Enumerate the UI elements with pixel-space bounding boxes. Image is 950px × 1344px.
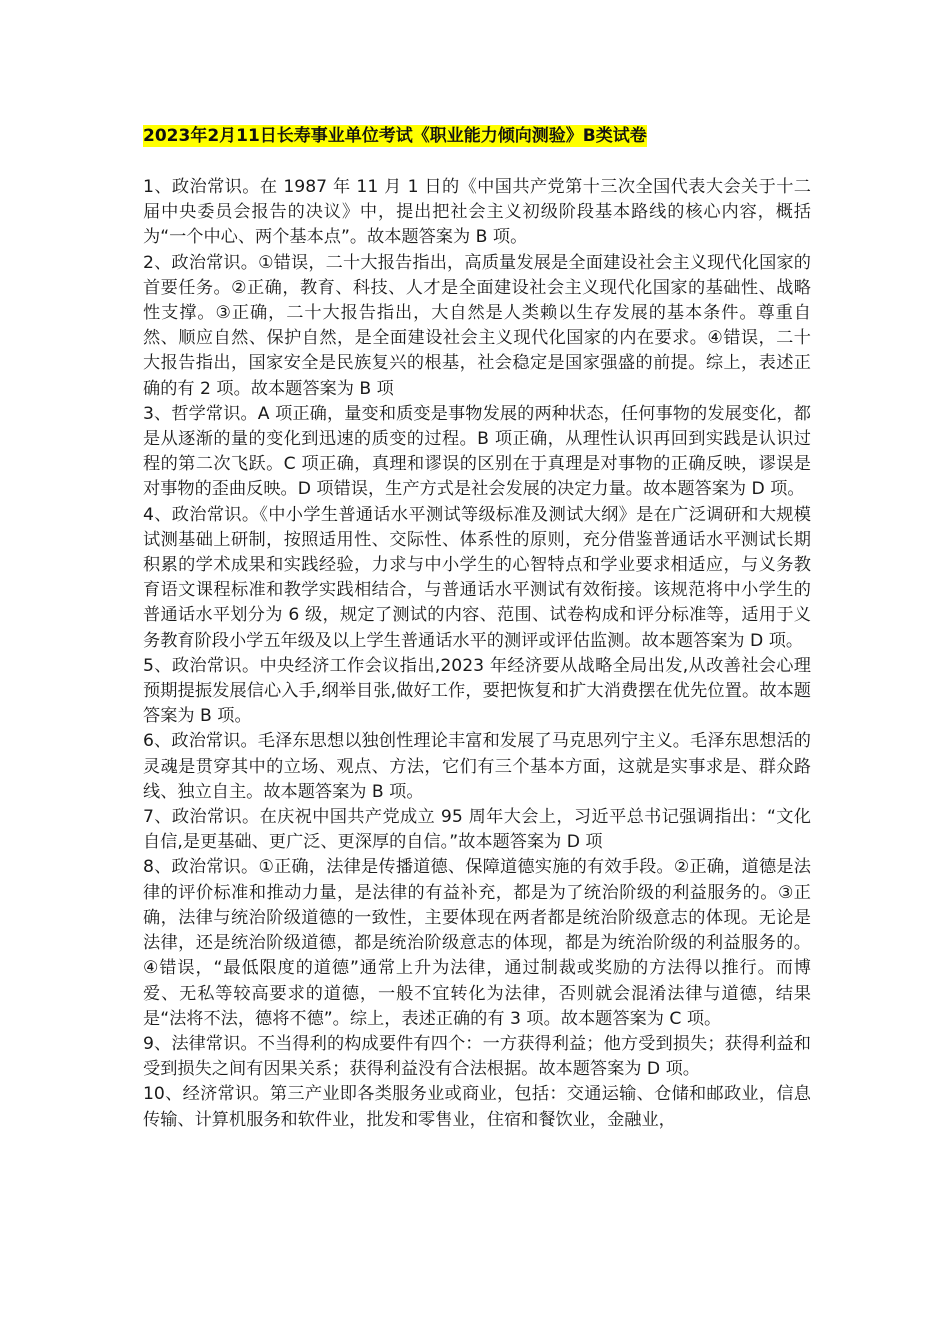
explanation-paragraph-6: 6、政治常识。毛泽东思想以独创性理论丰富和发展了马克思列宁主义。毛泽东思想活的灵魂是贯穿其中的立场、观点、方法，它们有三个基本方面，这就是实事求是、群众路线、独立自主。故本题答案为 B 项。 [143, 731, 811, 802]
explanation-paragraph-2: 2、政治常识。①错误，二十大报告指出，高质量发展是全面建设社会主义现代化国家的首要任务。②正确，教育、科技、人才是全面建设社会主义现代化国家的基础性、战略性支撑。③正确，二十大报告指出，大自然是人类赖以生存发展的基本条件。尊重自然、顺应自然、保护自然，是全面建设社会主义现代化国家的内在要求。④错误，二十大报告指出，国家安全是民族复兴的根基，社会稳定是国家强盛的前提。综上，表述正确的有 2 项。故本题答案为 B 项 [143, 252, 811, 399]
answer-explanations [143, 175, 811, 1133]
explanation-paragraph-10: 10、经济常识。第三产业即各类服务业或商业，包括：交通运输、仓储和邮政业，信息传输、计算机服务和软件业，批发和零售业，住宿和餐饮业，金融业， [143, 1084, 811, 1130]
explanation-paragraph-9: 9、法律常识。不当得利的构成要件有四个：一方获得利益；他方受到损失；获得利益和受到损失之间有因果关系；获得利益没有合法根据。故本题答案为 D 项。 [143, 1033, 811, 1080]
explanation-paragraph-7: 7、政治常识。在庆祝中国共产党成立 95 周年大会上，习近平总书记强调指出：“文化自信,是更基础、更广泛、更深厚的自信。”故本题答案为 D 项 [143, 807, 811, 853]
explanation-paragraph-3: 3、哲学常识。A 项正确，量变和质变是事物发展的两种状态，任何事物的发展变化，都是从逐渐的量的变化到迅速的质变的过程。B 项正确，从理性认识再回到实践是认识过程的第二次飞跃。C 项正确，真理和谬误的区别在于真理是对事物的正确反映，谬误是对事物的歪曲反映。D 项错误，生产方式是社会发展的决定力量。故本题答案为 D 项。 [143, 403, 811, 500]
explanation-paragraph-8: 8、政治常识。①正确，法律是传播道德、保障道德实施的有效手段。②正确，道德是法律的评价标准和推动力量，是法律的有益补充，都是为了统治阶级的利益服务的。③正确，法律与统治阶级道德的一致性，主要体现在两者都是统治阶级意志的体现。无论是法律，还是统治阶级道德，都是统治阶级意志的体现，都是为统治阶级的利益服务的。④错误，“最低限度的道德”通常上升为法律，通过制裁或奖励的方法得以推行。而博爱、无私等较高要求的道德，一般不宜转化为法律，否则就会混淆法律与道德，结果是“法将不法，德将不德”。综上，表述正确的有 3 项。故本题答案为 C 项。 [143, 857, 811, 1029]
explanation-paragraph-1: 1、政治常识。在 1987 年 11 月 1 日的《中国共产党第十三次全国代表大会关于十二届中央委员会报告的决议》中，提出把社会主义初级阶段基本路线的核心内容，概括为“一个中心、两个基本点”。故本题答案为 B 项。 [143, 177, 811, 248]
explanation-paragraph-5: 5、政治常识。中央经济工作会议指出,2023 年经济要从战略全局出发,从改善社会心理预期提振发展信心入手,纲举目张,做好工作，要把恢复和扩大消费摆在优先位置。故本题答案为 B 项。 [143, 655, 811, 727]
document-title: 2023年2月11日长寿事业单位考试《职业能力倾向测验》B类试卷 [143, 126, 647, 146]
title-block [143, 122, 823, 150]
explanation-paragraph-4: 4、政治常识。《中小学生普通话水平测试等级标准及测试大纲》是在广泛调研和大规模试测基础上研制，按照适用性、交际性、体系性的原则，充分借鉴普通话水平测试长期积累的学术成果和实践经验，力求与中小学生的心智特点和学业要求相适应，与义务教育语文课程标准和教学实践相结合，与普通话水平测试有效衔接。该规范将中小学生的普通话水平划分为 6 级，规定了测试的内容、范围、试卷构成和评分标准等，适用于义务教育阶段小学五年级及以上学生普通话水平的测评或评估监测。故本题答案为 D 项。 [143, 504, 811, 651]
